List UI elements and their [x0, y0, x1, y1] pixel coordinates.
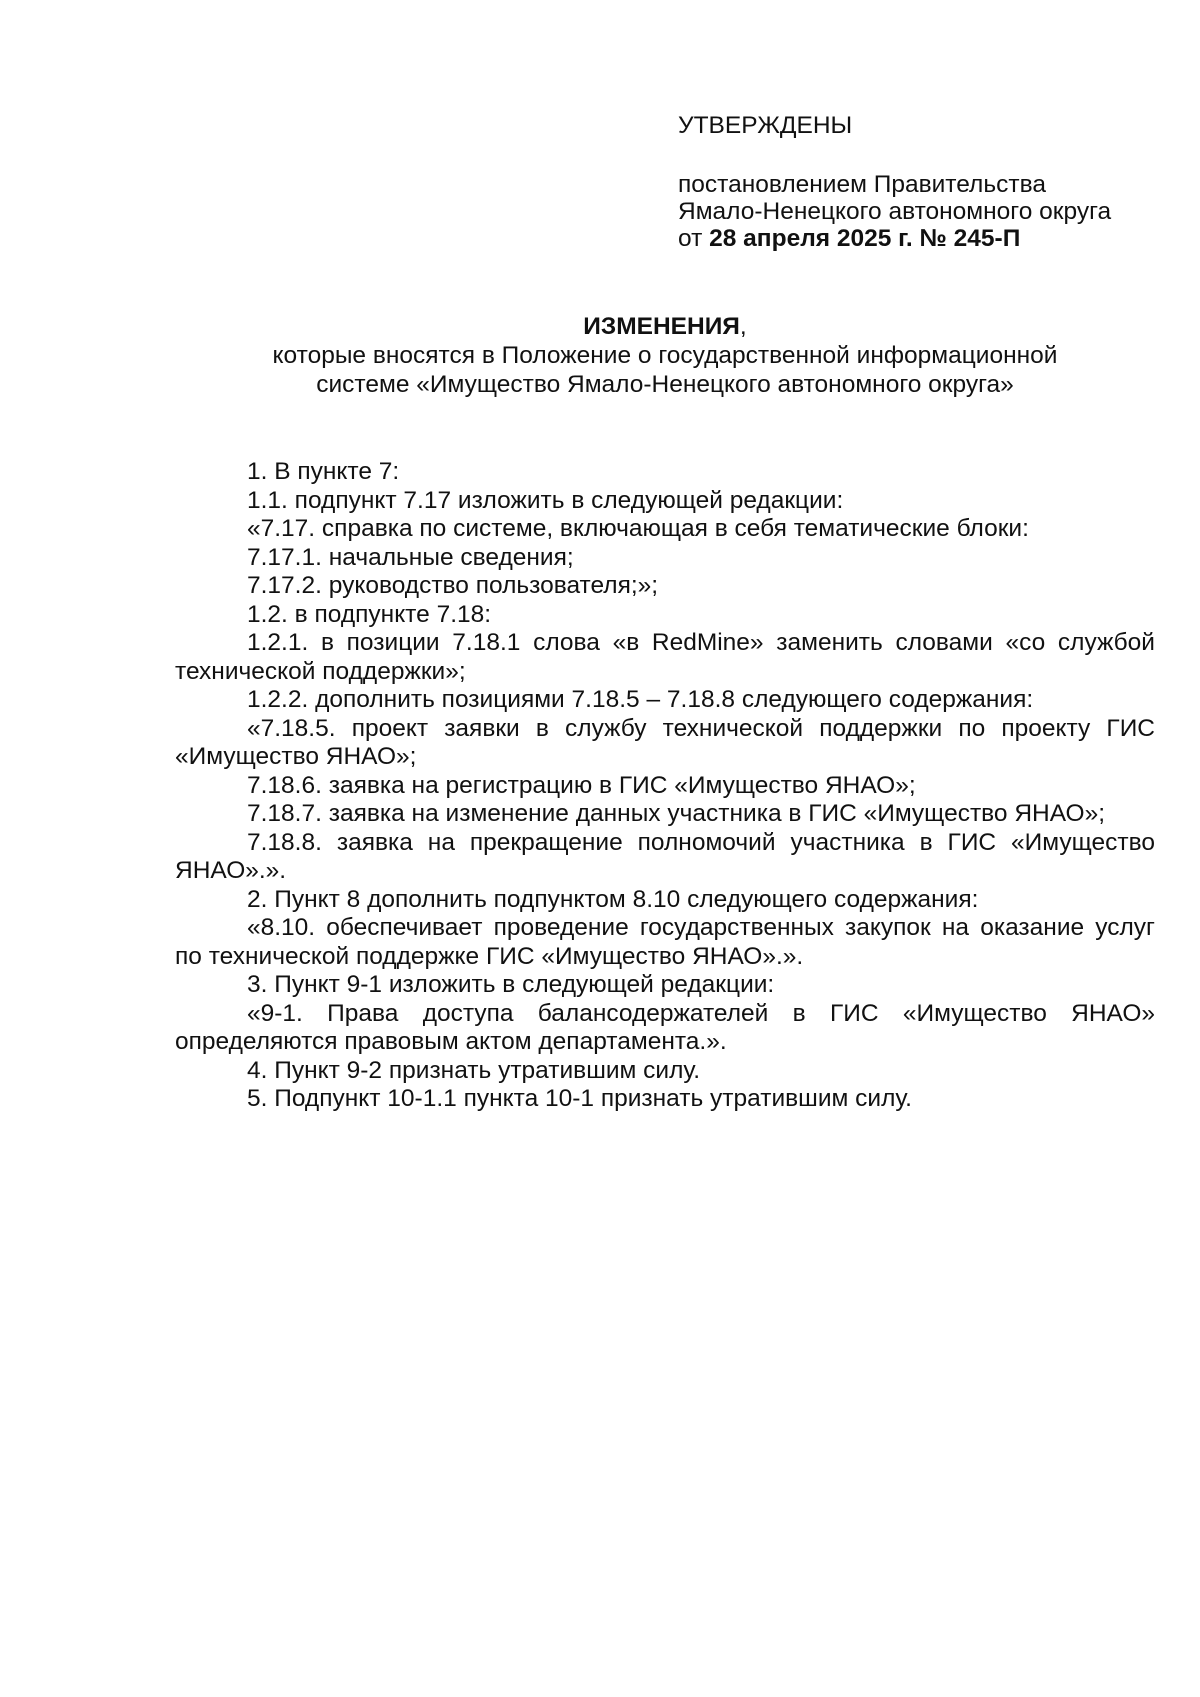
paragraph: 7.17.2. руководство пользователя;»; — [247, 572, 659, 599]
paragraph: 1.2.2. дополнить позициями 7.18.5 – 7.18.8 следующего содержания: — [247, 686, 1034, 713]
paragraph: 2. Пункт 8 дополнить подпунктом 8.10 следующего содержания: — [247, 885, 979, 913]
paragraph: «7.17. справка по системе, включающая в себя тематические блоки: — [247, 515, 1029, 542]
document-subtitle-line-2: системе «Имущество Ямало-Ненецкого автономного округа» — [316, 371, 1014, 398]
approved-label: УТВЕРЖДЕНЫ — [678, 112, 853, 139]
approval-date-prefix: от — [678, 225, 710, 252]
paragraph: 4. Пункт 9-2 признать утратившим силу. — [247, 1056, 701, 1084]
document-subtitle-line-1: которые вносятся в Положение о государственной информационной — [272, 342, 1058, 369]
approval-line-region: Ямало-Ненецкого автономного округа — [678, 198, 1112, 225]
paragraph: 7.18.6. заявка на регистрацию в ГИС «Имущество ЯНАО»; — [247, 771, 916, 799]
paragraph: 7.18.8. заявка на прекращение полномочий участника в ГИС «Имущество ЯНАО».». — [175, 828, 1155, 884]
paragraph: 1.2.1. в позиции 7.18.1 слова «в RedMine» заменить словами «со службой технической поддержки»; — [175, 629, 1155, 685]
approval-date-value: 28 апреля 2025 г. № 245-П — [709, 225, 1021, 252]
document-title-block — [175, 312, 1155, 399]
paragraph: «8.10. обеспечивает проведение государственных закупок на оказание услуг по технической поддержке ГИС «Имущество ЯНАО».». — [175, 914, 1155, 970]
paragraph: 1. В пункте 7: — [247, 458, 400, 485]
document-heading — [175, 312, 1155, 341]
approval-line-government: постановлением Правительства — [678, 171, 1046, 198]
paragraph: «7.18.5. проект заявки в службу технической поддержки по проекту ГИС «Имущество ЯНАО»; — [175, 714, 1155, 770]
paragraph: «9-1. Права доступа балансодержателей в ГИС «Имущество ЯНАО» определяются правовым актом департамента.». — [175, 999, 1155, 1055]
document-heading-suffix: , — [739, 313, 747, 340]
approval-date-line — [678, 225, 1158, 252]
paragraph: 3. Пункт 9-1 изложить в следующей редакции: — [247, 971, 775, 998]
document-heading-word: ИЗМЕНЕНИЯ — [583, 313, 740, 340]
approval-block — [678, 112, 1158, 252]
paragraph: 1.1. подпункт 7.17 изложить в следующей редакции: — [247, 486, 844, 514]
paragraph: 7.18.7. заявка на изменение данных участника в ГИС «Имущество ЯНАО»; — [247, 800, 1106, 827]
paragraph: 1.2. в подпункте 7.18: — [247, 600, 492, 628]
paragraph: 5. Подпункт 10-1.1 пункта 10-1 признать утратившим силу. — [247, 1085, 912, 1112]
paragraph: 7.17.1. начальные сведения; — [247, 543, 574, 571]
document-body — [175, 458, 1155, 1114]
